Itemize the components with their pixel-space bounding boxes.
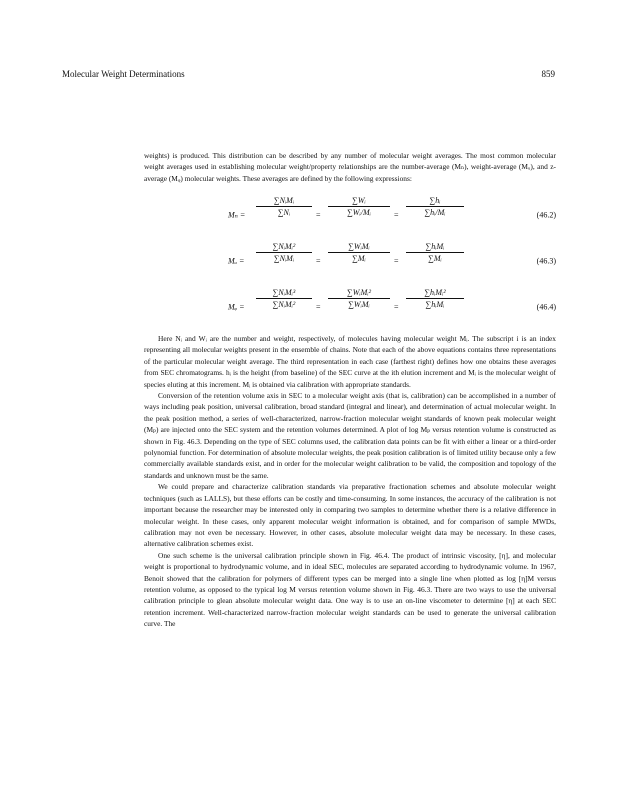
fraction-1: ∑NᵢMᵢ² ∑NᵢMᵢ: [256, 242, 312, 263]
paragraph-definitions: Here Nᵢ and Wᵢ are the number and weight, respectively, of molecules having molecular weight Mᵢ. The subscript i is an index representing all molecular weights present in the ensemble of chains. Note that each of the above equations contains three representations of the particular molecular weight average. The third representation in each case (farthest right) defines how one obtains these averages from SEC chromatograms. hᵢ is the height (from baseline) of the SEC curve at the ith elution increment and Mᵢ is the molecular weight of species eluting at this increment. Mᵢ is obtained via calibration with appropriate standards.: [144, 334, 556, 389]
fraction-3: ∑hᵢMᵢ² ∑hᵢMᵢ: [406, 288, 464, 309]
equation-number: (46.4): [536, 302, 556, 312]
running-header: [62, 69, 555, 83]
equation-lhs: Mᵩ =: [228, 302, 245, 312]
equation-lhs: Mᵤ =: [228, 256, 245, 266]
page-number: 859: [541, 69, 555, 79]
paragraph-universal-calibration: One such scheme is the universal calibration principle shown in Fig. 46.4. The product of intrinsic viscosity, [η], and molecular weight is proportional to hydrodynamic volume, and in ideal SEC, molecules are separated according to hydrodynamic volume. In 1967, Benoit showed that the calibration for polymers of different types can be merged into a single line when plotted as log [η]M versus retention volume, as opposed to the typical log M versus retention volume shown in Fig. 46.3. There are two ways to use the universal calibration principle to glean absolute molecular weight data. One way is to use an on-line viscometer to determine [η] at each SEC retention increment. Well-characterized narrow-fraction molecular weight standards can be used to generate the universal calibration curve. The: [144, 550, 556, 629]
paragraph-calibration: Conversion of the retention volume axis in SEC to a molecular weight axis (that is, calibration) can be accomplished in a number of ways including peak position, universal calibration, broad standard (integral and linear), and determination of actual molecular weight. In the peak position method, a series of well-characterized, narrow-fraction molecular weight standards of known peak molecular weight (Mₚ) are injected onto the SEC system and the retention volumes determined. A plot of log Mₚ versus retention volume is constructed as shown in Fig. 46.3. Depending on the type of SEC columns used, the calibration data points can be fit with either a linear or a third-order polynomial function. For determination of absolute molecular weights, the peak position calibration is of limited utility because only a few commercially available standards exist, and in order for the molecular weight calibration to be valid, the composition and topology of the standards and unknown must be the same.: [144, 391, 556, 480]
paragraph-alternatives: We could prepare and characterize calibration standards via preparative fractionation schemes and absolute molecular weight techniques (such as LALLS), but these efforts can be costly and time-consuming. In some instances, the accuracy of the calibration is not important because the researcher may be interested only in comparing two samples to determine whether there is a relative difference in molecular weight. In these cases, only apparent molecular weight information is obtained, and for comparison of sample MWDs, calibration may not even be necessary. However, in other cases, absolute molecular weight data may be necessary. In these cases, alternative calibration schemes exist.: [144, 482, 556, 549]
equation-46-3: Mᵤ = ∑NᵢMᵢ² ∑NᵢMᵢ = ∑WᵢMᵢ ∑Mᵢ = ∑hᵢMᵢ ∑Mᵢ (46.3): [228, 242, 556, 266]
equation-number: (46.3): [536, 256, 556, 266]
equation-46-4: Mᵩ = ∑NᵢMᵢ³ ∑NᵢMᵢ² = ∑WᵢMᵢ² ∑WᵢMᵢ = ∑hᵢMᵢ² ∑hᵢMᵢ (46.4): [228, 288, 556, 312]
running-title: Molecular Weight Determinations: [62, 69, 185, 79]
intro-paragraph: weights) is produced. This distribution can be described by any number of molecular weight averages. The most common molecular weight averages used in establishing molecular weight/property relationships are the number-average (Mₙ), weight-average (Mᵤ), and z-average (Mᵩ) molecular weights. These averages are defined by the following expressions:: [144, 151, 556, 183]
equation-lhs: Mₙ =: [228, 210, 246, 220]
fraction-3: ∑hᵢ ∑hᵢ/Mᵢ: [406, 196, 464, 217]
intro-paragraph-block: [144, 150, 556, 184]
fraction-1: ∑NᵢMᵢ³ ∑NᵢMᵢ²: [256, 288, 312, 309]
fraction-2: ∑WᵢMᵢ ∑Mᵢ: [328, 242, 390, 263]
body-text: [144, 333, 556, 630]
fraction-2: ∑Wᵢ ∑Wᵢ/Mᵢ: [328, 196, 390, 217]
equation-number: (46.2): [536, 210, 556, 220]
fraction-2: ∑WᵢMᵢ² ∑WᵢMᵢ: [328, 288, 390, 309]
fraction-1: ∑NᵢMᵢ ∑Nᵢ: [256, 196, 312, 217]
equation-46-2: Mₙ = ∑NᵢMᵢ ∑Nᵢ = ∑Wᵢ ∑Wᵢ/Mᵢ = ∑hᵢ ∑hᵢ/Mᵢ (46.2): [228, 196, 556, 220]
fraction-3: ∑hᵢMᵢ ∑Mᵢ: [406, 242, 464, 263]
